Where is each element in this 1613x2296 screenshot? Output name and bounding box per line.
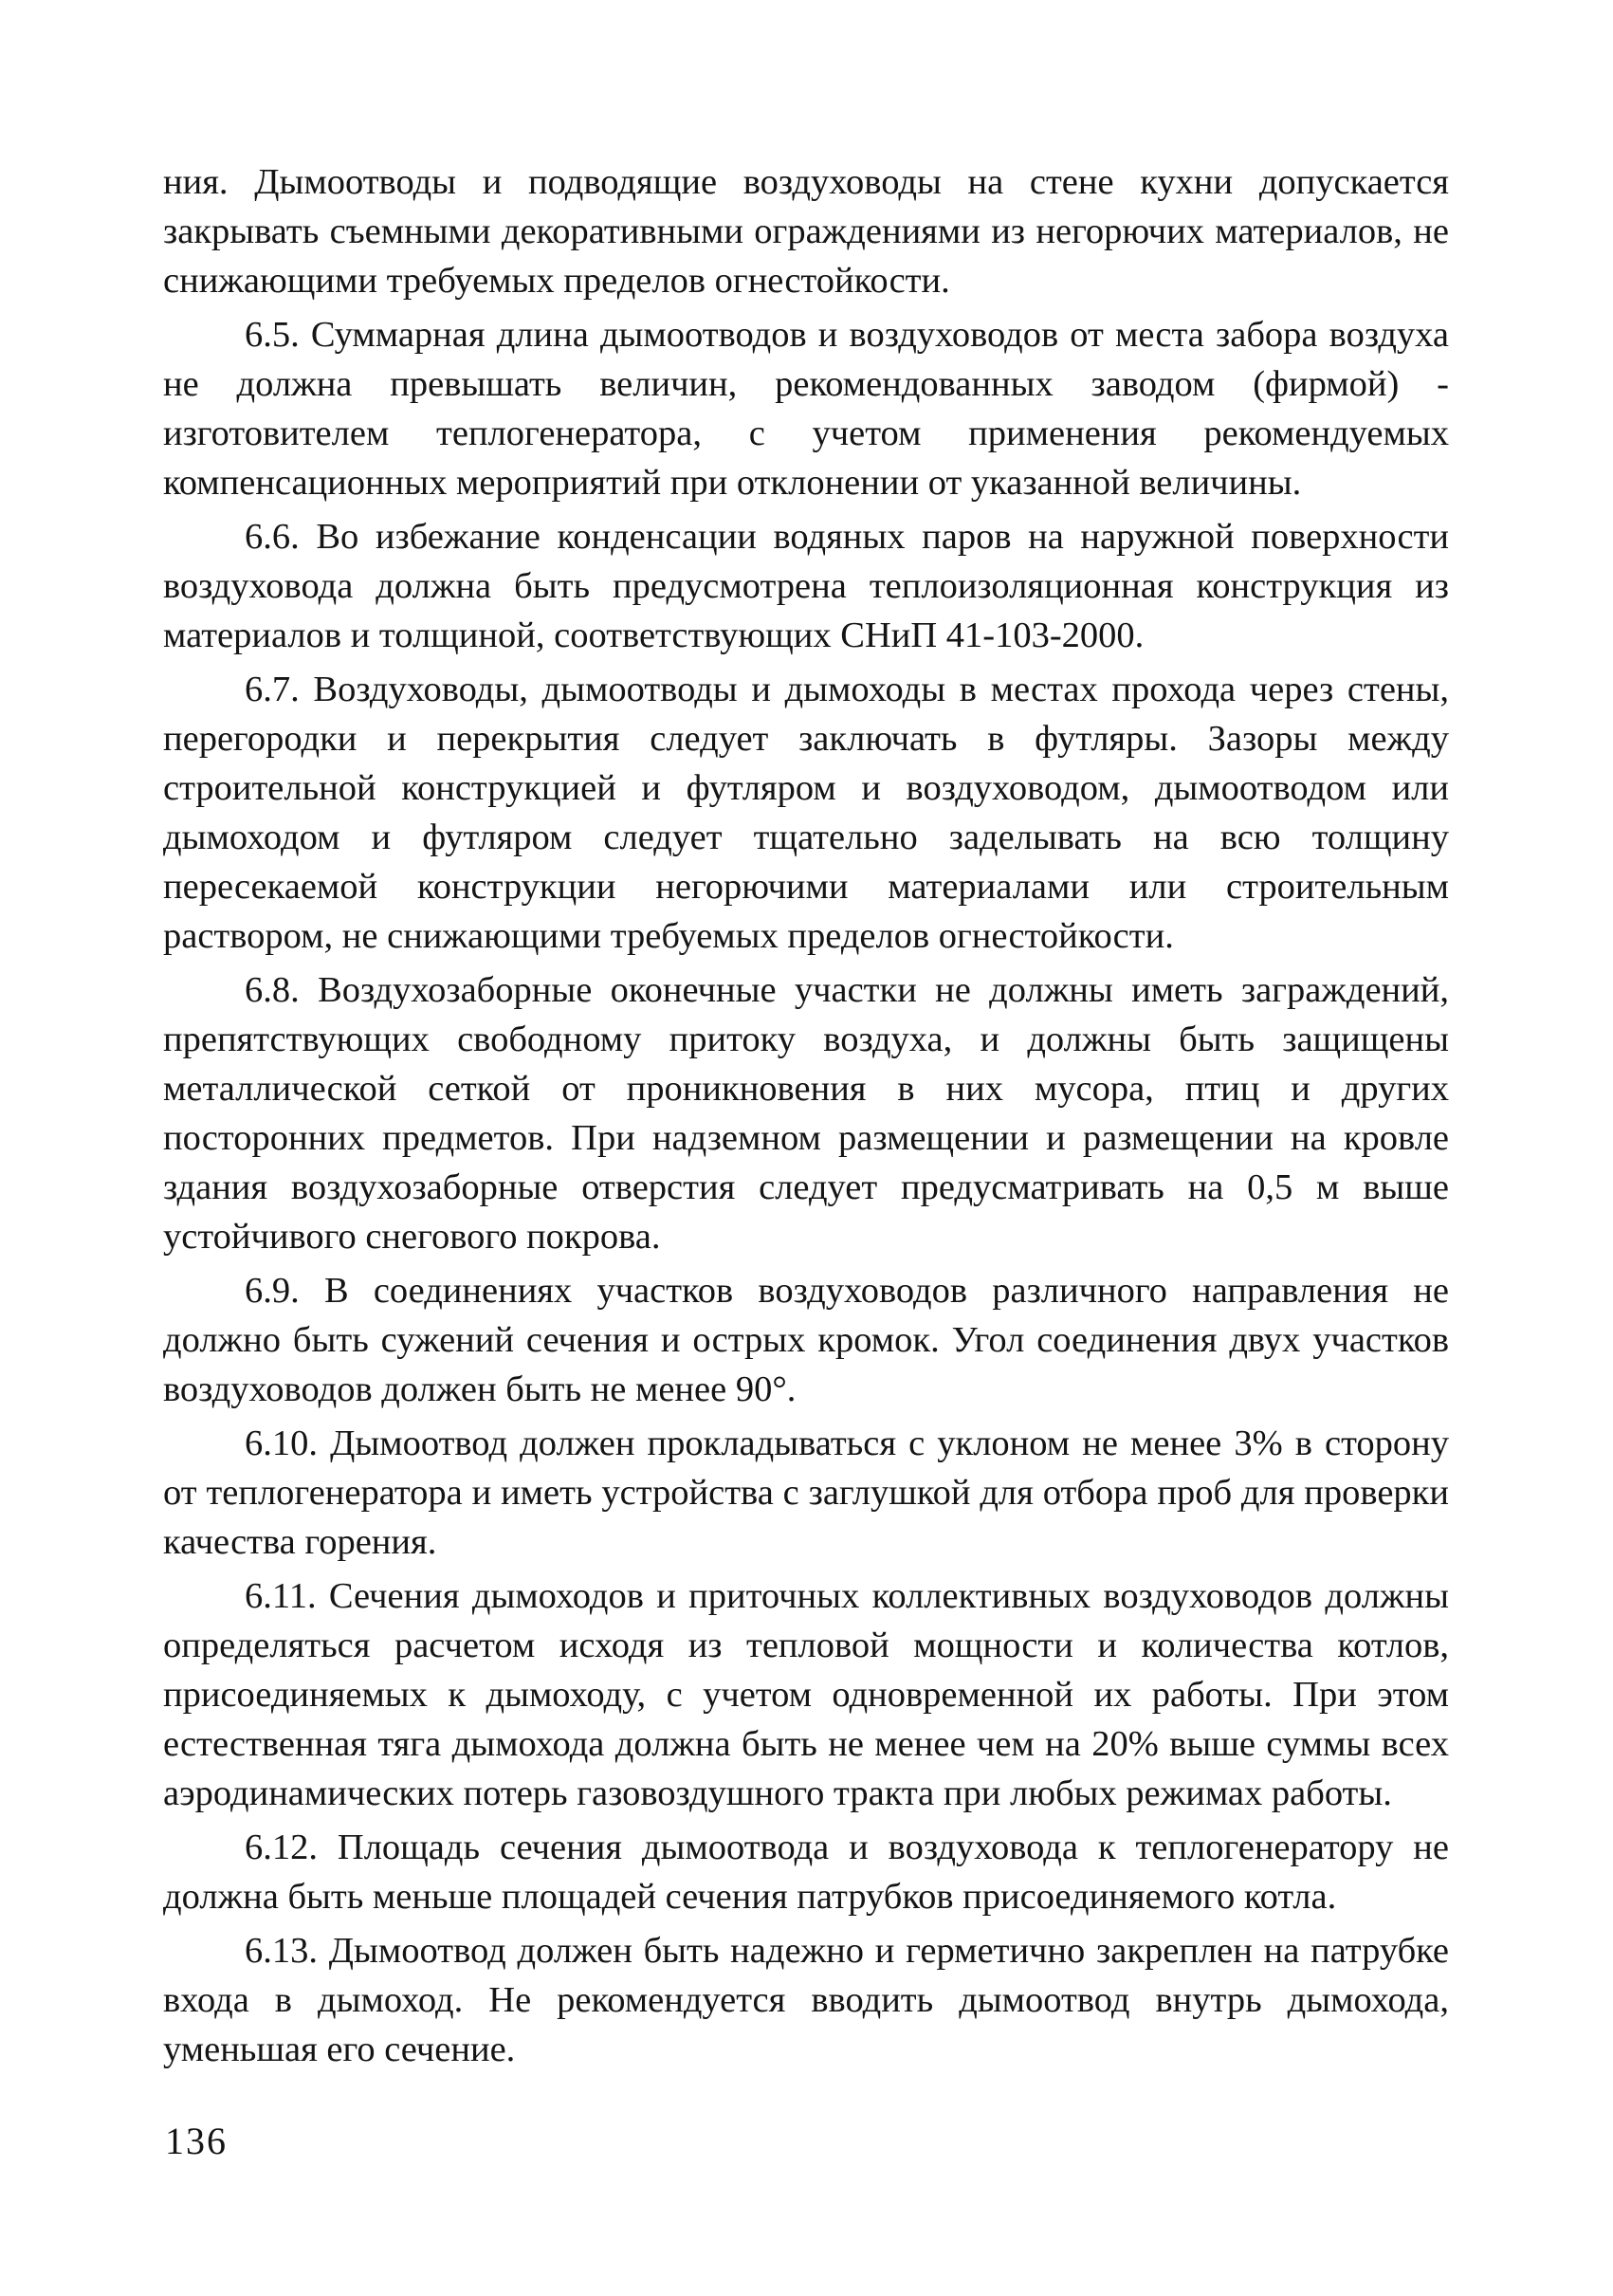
paragraph-6-9: 6.9. В соединениях участков воздуховодов различного направления не должно быть сужений сечения и острых кромок. Угол соединения двух участков воздуховодов должен быть не менее 90°. <box>163 1271 1449 1409</box>
paragraph-6-12: 6.12. Площадь сечения дымоотвода и воздуховода к теплогенератору не должна быть меньше площадей сечения патрубков присоединяемого котла. <box>163 1828 1449 1917</box>
paragraph-6-10: 6.10. Дымоотвод должен прокладываться с уклоном не менее 3% в сторону от теплогенератора и иметь устройства с заглушкой для отбора проб для проверки качества горения. <box>163 1424 1449 1562</box>
paragraph-6-8: 6.8. Воздухозаборные оконечные участки не должны иметь заграждений, препятствующих свободному притоку воздуха, и должны быть защищены металлической сеткой от проникновения в них мусора, птиц и других посторонних предметов. При надземном размещении и размещении на кровле здания воздухозаборные отверстия следует предусматривать на 0,5 м выше устойчивого снегового покрова. <box>163 970 1449 1257</box>
page-number: 136 <box>165 2120 228 2162</box>
body-text <box>163 157 1449 2079</box>
paragraph-6-13: 6.13. Дымоотвод должен быть надежно и герметично закреплен на патрубке входа в дымоход. Не рекомендуется вводить дымоотвод внутрь дымохода, уменьшая его сечение. <box>163 1931 1449 2069</box>
paragraph-6-6: 6.6. Во избежание конденсации водяных паров на наружной поверхности воздуховода должна быть предусмотрена теплоизоляционная конструкция из материалов и толщиной, соответствующих СНиП 41-103-2000. <box>163 517 1449 655</box>
paragraph-continuation: ния. Дымоотводы и подводящие воздуховоды на стене кухни допускается закрывать съемными декоративными ограждениями из негорючих материалов, не снижающими требуемых пределов огнестойкости. <box>163 162 1449 301</box>
paragraph-6-7: 6.7. Воздуховоды, дымоотводы и дымоходы в местах прохода через стены, перегородки и перекрытия следует заключать в футляры. Зазоры между строительной конструкцией и футляром и воздуховодом, дымоотводом или дымоходом и футляром следует тщательно заделывать на всю толщину пересекаемой конструкции негорючими материалами или строительным раствором, не снижающими требуемых пределов огнестойкости. <box>163 670 1449 956</box>
paragraph-6-11: 6.11. Сечения дымоходов и приточных коллективных воздуховодов должны определяться расчетом исходя из тепловой мощности и количества котлов, присоединяемых к дымоходу, с учетом одновременной их работы. При этом естественная тяга дымохода должна быть не менее чем на 20% выше суммы всех аэродинамических потерь газовоздушного тракта при любых режимах работы. <box>163 1576 1449 1813</box>
paragraph-6-5: 6.5. Суммарная длина дымоотводов и воздуховодов от места забора воздуха не должна превышать величин, рекомендованных заводом (фирмой) - изготовителем теплогенератора, с учетом применения рекомендуемых компенсационных мероприятий при отклонении от указанной величины. <box>163 315 1449 503</box>
